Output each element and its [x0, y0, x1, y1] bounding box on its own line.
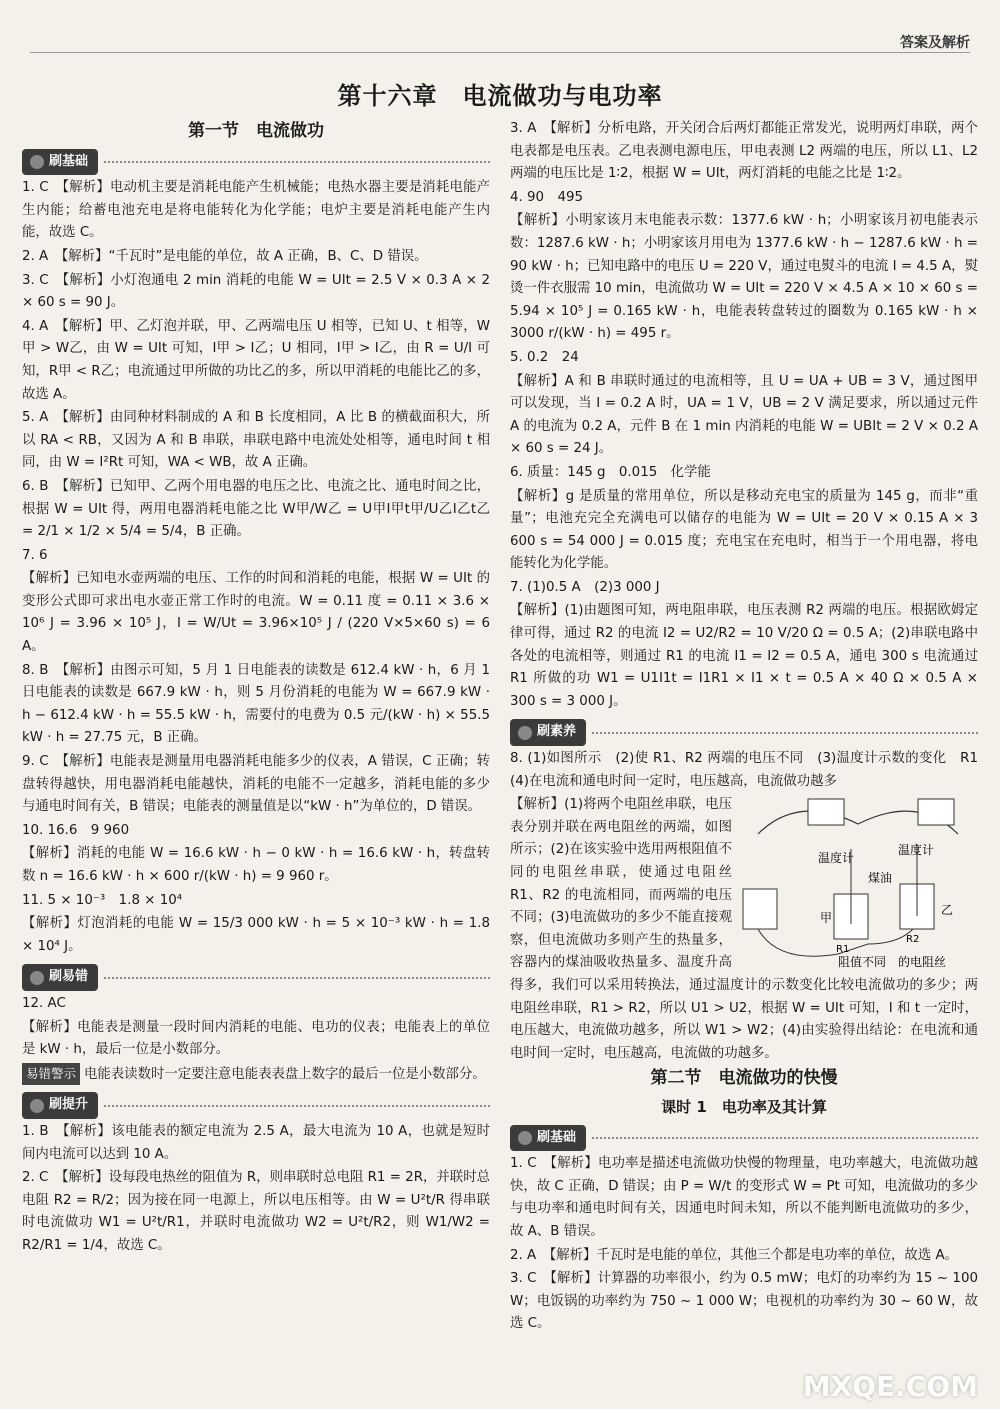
tag-pill: [22, 964, 98, 991]
brush-icon: [518, 726, 532, 740]
brush-icon: [30, 155, 44, 169]
figure-label: 的电阻丝: [898, 955, 947, 970]
basic-list: [22, 177, 490, 958]
section-title: 第一节 电流做功: [188, 121, 324, 141]
list-item: 8. B 【解析】由图示可知，5 月 1 日电能表的读数是 612.4 kW · h，6 月 1 日电能表的读数是 667.9 kW · h，则 5 月份消耗的电能为 W = 667.9 kW · h − 612.4 kW · h = 55.5 kW · h，需要付的电费为 0.5 元/(kW · h) × 55.5 kW · h = 27.75 元，B 正确。: [22, 662, 490, 746]
list-item: 【解析】消耗的电能 W = 16.6 kW · h − 0 kW · h = 16.6 kW · h，转盘转数 n = 16.6 kW · h × 600 r/(kW · h) = 9 960 r。: [22, 846, 490, 884]
list-item: 7. (1)0.5 A (2)3 000 J: [510, 579, 660, 595]
list-item: 10. 16.6 9 960: [22, 822, 130, 838]
lesson-title: 课时 1 电功率及其计算: [661, 1097, 827, 1116]
figure-label: 温度计: [818, 851, 855, 866]
experiment-figure: [738, 794, 978, 974]
right-column: [510, 118, 992, 1337]
watermark: MXQE.COM: [802, 1370, 978, 1403]
tag-error: [22, 964, 490, 991]
list-item: 【解析】已知电水壶两端的电压、工作的时间和消耗的电能，根据 W = UIt 的变形公式即可求出电水壶正常工作时的电流。W = 0.11 度 = 0.11 × 3.6 × 10⁶ J = 3.96 × 10⁵ J，I = W/Ut = 3.96×10⁵ J / (220 V×5×60 s) = 6 A。: [22, 571, 490, 655]
list-item: 【解析】灯泡消耗的电能 W = 15/3 000 kW · h = 5 × 10⁻³ kW · h = 1.8 × 10⁴ J。: [22, 916, 490, 954]
list-item: 5. A 【解析】由同种材料制成的 A 和 B 长度相同，A 比 B 的横截面积大，所以 RA < RB，又因为 A 和 B 串联，串联电路中电流处处相等，通电时间 t 相同，由 W = I²Rt 可知，WA < WB，故 A 正确。: [22, 410, 490, 471]
list-item: 4. A 【解析】甲、乙灯泡并联，甲、乙两端电压 U 相等，已知 U、t 相等，W甲 > W乙，由 W = UIt 可知，I甲 > I乙；U 相同，I甲 > I乙，由 R = U/I 可知，R甲 < R乙；电流通过甲所做的功比乙的多，所以甲消耗的电能比乙的多，故选 A。: [22, 318, 490, 402]
list-item: 7. 6: [22, 547, 48, 563]
list-item: 5. 0.2 24: [510, 349, 579, 365]
figure-label: 煤油: [868, 871, 893, 886]
list-item: 12. AC: [22, 995, 66, 1011]
list-item: 3. C 【解析】小灯泡通电 2 min 消耗的电能 W = UIt = 2.5 V × 0.3 A × 2 × 60 s = 90 J。: [22, 272, 490, 311]
list-item: 9. C 【解析】电能表是测量用电器消耗电能多少的仪表，A 错误，C 正确；转盘转得越快，用电器消耗电能越快，消耗的电能不一定越多，消耗电能的多少与通电时间有关，B 错误；电能表的测量值是以“kW · h”为单位的，D 错误。: [22, 754, 490, 815]
brush-icon: [30, 971, 44, 985]
section-title: 第二节 电流做功的快慢: [650, 1068, 838, 1089]
divider: [592, 1137, 978, 1139]
chapter-title: 第十六章 电流做功与电功率: [337, 82, 663, 110]
voltmeter-icon: [808, 799, 844, 825]
list-item: 【解析】电能表是测量一段时间内消耗的电能、电功的仪表；电能表上的单位是 kW · h，最后一位是小数部分。: [22, 1019, 490, 1058]
list-item: 6. B 【解析】已知甲、乙两个用电器的电压之比、电流之比、通电时间之比，根据 W = UIt 得，两用电器消耗电能之比 W甲/W乙 = U甲I甲t甲/U乙I乙t乙 = 2/1 × 1/2 × 5/4 = 5/4，B 正确。: [22, 478, 490, 540]
list-item: 1. C 【解析】电动机主要是消耗电能产生机械能；电热水器主要是消耗电能产生内能；给蓄电池充电是将电能转化为化学能；电炉主要是消耗电能产生内能，故选 C。: [22, 180, 490, 241]
tag-pill: [22, 1092, 98, 1119]
list-item: 11. 5 × 10⁻³ 1.8 × 10⁴: [22, 892, 183, 908]
warning-note: [22, 1063, 490, 1087]
list-item: 2. A 【解析】千瓦时是电能的单位，其他三个都是电功率的单位，故选 A。: [510, 1247, 959, 1263]
figure-label: 温度计: [898, 843, 935, 858]
list-item: 2. C 【解析】设每段电热丝的阻值为 R，则串联时总电阻 R1 = 2R，并联时总电阻 R2 = R/2；因为接在同一电源上，所以电压相等。由 W = U²t/R 得串联时电流做功 W1 = U²t/R1，并联时电流做功 W2 = U²t/R2，则 W1/W2 = R2/R1 = 1/4，故选 C。: [22, 1170, 490, 1253]
warning-text: 电能表读数时一定要注意电能表表盘上数字的最后一位是小数部分。: [84, 1066, 486, 1082]
warning-badge: 易错警示: [22, 1063, 80, 1086]
figure-label: 乙: [941, 903, 954, 918]
left-column: [22, 118, 490, 1259]
list-item: 【解析】(1)由题图可知，两电阻串联，电压表测 R2 两端的电压。根据欧姆定律可得，通过 R2 的电流 I2 = U2/R2 = 10 V/20 Ω = 0.5 A；(2)串联电路中各处的电流相等，则通过 R1 的电流 I1 = I2 = 0.5 A，通电 300 s 电流通过 R1 所做的功 W1 = U1I1t = I1R1 × I1 × t = 0.5 A × 40 Ω × 0.5 A × 300 s = 3 000 J。: [510, 603, 978, 709]
list-item: 1. B 【解析】该电能表的额定电流为 2.5 A，最大电流为 10 A，也就是短时间内电流可以达到 10 A。: [22, 1123, 490, 1162]
divider: [104, 1105, 490, 1107]
tag-label: 刷素养: [537, 724, 577, 740]
tag-basic-2: [510, 1125, 978, 1152]
list-item: 3. A 【解析】分析电路，开关闭合后两灯都能正常发光，说明两灯串联，两个电表都是电压表。乙电表测电源电压，甲电表测 L2 两端的电压，所以 L1、L2 两端的电压比是 1∶2，根据 W = UIt，两灯消耗的电能之比是 1∶2。: [510, 121, 978, 182]
divider: [104, 161, 490, 163]
list-item: 6. 质量：145 g 0.015 化学能: [510, 464, 711, 480]
tag-quality: [510, 719, 978, 746]
tag-label: 刷易错: [49, 969, 89, 985]
figure-label: R1: [836, 944, 850, 956]
tag-basic: [22, 149, 490, 176]
tag-label: 刷基础: [49, 153, 89, 169]
divider: [104, 977, 490, 979]
list-item: 【解析】g 是质量的常用单位，所以是移动充电宝的质量为 145 g，而非“重量”；电池充完全充满电可以储存的电能为 W = UIt = 20 V × 0.15 A × 3 600 s = 54 000 J = 0.015 度；充电宝在充电时，相当于一个用电器，将电能转化为化学能。: [510, 488, 978, 572]
list-item: 【解析】小明家该月末电能表示数：1377.6 kW · h；小明家该月初电能表示数：1287.6 kW · h；小明家该月用电为 1377.6 kW · h − 1287.6 kW · h = 90 kW · h；已知电路中的电压 U = 220 V，通过电熨斗的电流 I = 4.5 A，熨烫一件衣服需 10 min，电流做功 W = UIt = 220 V × 4.5 A × 10 × 60 s = 5.94 × 10⁵ J = 0.165 kW · h，电能表转盘转过的圈数为 0.165 kW · h × 3000 r/(kW · h) = 495 r。: [510, 213, 978, 342]
list-item: 【解析】A 和 B 串联时通过的电流相等，且 U = UA + UB = 3 V，通过图甲可以发现，当 I = 0.2 A 时，UA = 1 V，UB = 2 V 满足要求，所以通过元件 A 的电流为 0.2 A，元件 B 在 1 min 内消耗的电能 W = UBIt = 2 V × 0.2 A × 60 s = 24 J。: [510, 373, 978, 457]
brand-label: 答案及解析: [900, 35, 970, 51]
battery-icon: [743, 889, 777, 929]
voltmeter-icon: [918, 799, 954, 825]
figure-label: 阻值不同: [838, 955, 887, 970]
tag-pill: [22, 149, 98, 176]
list-item: 8. (1)如图所示 (2)使 R1、R2 两端的电压不同 (3)温度计示数的变化 R1 (4)在电流和通电时间一定时，电压越高，电流做功越多: [510, 751, 992, 789]
list-item: 3. C 【解析】计算器的功率很小，约为 0.5 mW；电灯的功率约为 15 ~ 100 W；电饭锅的功率约为 750 ~ 1 000 W；电视机的功率约为 30 ~ 60 W，故选 C。: [510, 1271, 978, 1332]
page-header: [0, 0, 1000, 50]
list-item: 1. C 【解析】电功率是描述电流做功快慢的物理量，电功率越大，电流做功越快，故 C 正确，D 错误；由 P = W/t 的变形式 W = Pt 可知，电流做功的多少与电功率和通电时间有关，因通电时间未知，所以不能判断电流做功的多少，故 A、B 错误。: [510, 1156, 978, 1239]
tag-up: [22, 1092, 490, 1119]
list-item: 4. 90 495: [510, 189, 584, 205]
list-item: 2. A 【解析】“千瓦时”是电能的单位，故 A 正确，B、C、D 错误。: [22, 248, 428, 264]
header-rule: [30, 52, 970, 53]
figure-label: 甲: [820, 911, 833, 926]
divider: [592, 732, 978, 734]
tag-label: 刷基础: [537, 1129, 577, 1145]
figure-label: R2: [906, 934, 920, 946]
tag-pill: [510, 1125, 586, 1152]
brush-icon: [518, 1131, 532, 1145]
brush-icon: [30, 1099, 44, 1113]
tag-label: 刷提升: [49, 1097, 89, 1113]
tag-pill: [510, 719, 586, 746]
list-item: 【解析】(1)将两个电阻丝串联，电压表分别并联在两电阻丝的两端，如图所示；(2)在该实验中选用两根阻值不同的电阻丝串联，使通过电阻丝 R1、R2 的电流相同，而两端的电压不同；(3)电流做功的多少不能直接观察，但电流做功多则产生的热量多，容器内的煤油吸收热量多、温度升高得多，我们可以采用转换法，通过温度计的示数变化比较电流做功的多少；两电阻丝串联，R1 > R2，所以 U1 > U2，根据 W = UIt 可知，I 和 t 一定时，电压越大，电流做功越多，所以 W1 > W2；(4)由实验得出结论：在电流和通电时间一定时，电压越高，电流做的功越多。: [510, 797, 978, 1061]
